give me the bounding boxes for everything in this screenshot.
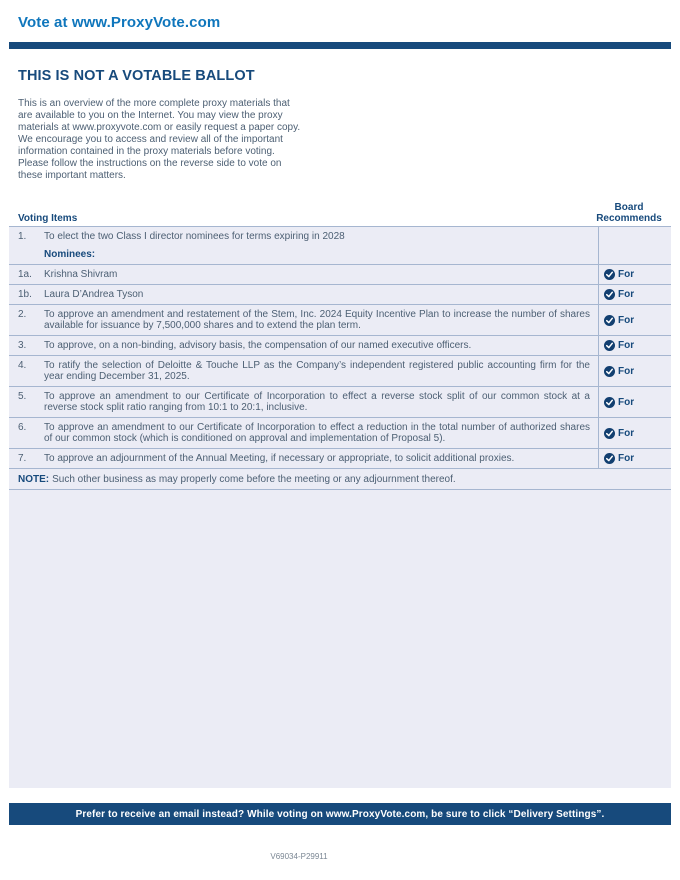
document-code: V69034-P29911 bbox=[270, 852, 328, 861]
item-cell bbox=[9, 356, 598, 386]
item-number: 1b. bbox=[18, 289, 32, 300]
delivery-settings-bar bbox=[9, 803, 671, 825]
table-row bbox=[9, 305, 671, 336]
item-body bbox=[44, 289, 598, 300]
check-icon bbox=[604, 397, 615, 408]
check-icon bbox=[604, 289, 615, 300]
item-number: 5. bbox=[18, 391, 27, 402]
item-text: To approve an amendment to our Certificate of Incorporation to effect a reduction in the total number of authorized shares of our common stock (which is conditioned on approval and implementation of Proposal 5). bbox=[44, 422, 590, 444]
item-number: 7. bbox=[18, 453, 27, 464]
recommendation-label: For bbox=[618, 289, 635, 300]
table-empty-area bbox=[9, 490, 671, 788]
item-number: 1a. bbox=[18, 269, 32, 280]
recommendation-label: For bbox=[618, 453, 635, 464]
recommendation-cell bbox=[598, 285, 671, 304]
note-text: Such other business as may properly come before the meeting or any adjournment thereof. bbox=[52, 473, 456, 485]
recommendation-cell bbox=[598, 387, 671, 417]
note-row bbox=[9, 469, 671, 490]
recommendation-label: For bbox=[618, 269, 635, 280]
recommendation-cell bbox=[598, 336, 671, 355]
table-row bbox=[9, 285, 671, 305]
intro-line: Please follow the instructions on the reverse side to vote on bbox=[18, 158, 282, 169]
item-cell bbox=[9, 418, 598, 448]
recommendation-cell bbox=[598, 449, 671, 468]
intro-line: This is an overview of the more complete proxy materials that bbox=[18, 98, 290, 109]
table-row bbox=[9, 265, 671, 285]
check-icon bbox=[604, 366, 615, 377]
item-text: To approve an adjournment of the Annual Meeting, if necessary or appropriate, to solicit additional proxies. bbox=[44, 453, 515, 464]
check-icon bbox=[604, 453, 615, 464]
item-text: To approve, on a non-binding, advisory basis, the compensation of our named executive officers. bbox=[44, 340, 472, 351]
intro-paragraph bbox=[18, 98, 348, 182]
recommendation-label: For bbox=[618, 365, 635, 377]
item-body bbox=[44, 453, 598, 464]
item-body bbox=[44, 391, 598, 413]
intro-line: information contained in the proxy materials before voting. bbox=[18, 146, 275, 157]
item-text: To ratify the selection of Deloitte & Touche LLP as the Company’s independent registered public accounting firm for the year ending December 31, 2025. bbox=[44, 360, 590, 382]
intro-line: materials at www.proxyvote.com or easily request a paper copy. bbox=[18, 122, 301, 133]
recommendation-label: For bbox=[618, 340, 635, 351]
header-divider-bar bbox=[9, 42, 671, 49]
recommendation-cell bbox=[598, 356, 671, 386]
table-row bbox=[9, 387, 671, 418]
nominees-label: Nominees: bbox=[44, 249, 96, 260]
item-number: 1. bbox=[18, 231, 27, 242]
note-label: NOTE: bbox=[18, 473, 50, 485]
table-row bbox=[9, 418, 671, 449]
item-cell bbox=[9, 387, 598, 417]
recommendation-cell bbox=[598, 418, 671, 448]
item-cell bbox=[9, 305, 598, 335]
item-body bbox=[44, 309, 598, 331]
table-row bbox=[9, 227, 671, 265]
item-cell bbox=[9, 265, 598, 284]
item-cell bbox=[9, 227, 598, 264]
item-text: To approve an amendment and restatement of the Stem, Inc. 2024 Equity Incentive Plan to increase the number of shares available for issuance by 7,500,000 shares and to extend the plan term. bbox=[44, 309, 590, 331]
item-number: 6. bbox=[18, 422, 27, 433]
item-body bbox=[44, 231, 598, 260]
table-column-headers bbox=[9, 202, 671, 224]
table-row bbox=[9, 356, 671, 387]
intro-line: are available to you on the Internet. You may view the proxy bbox=[18, 110, 283, 121]
item-cell bbox=[9, 449, 598, 468]
recommendation-label: For bbox=[618, 427, 635, 439]
item-body bbox=[44, 340, 598, 351]
check-icon bbox=[604, 315, 615, 326]
recommendation-cell bbox=[598, 305, 671, 335]
recommendation-label: For bbox=[618, 396, 635, 408]
not-votable-headline: THIS IS NOT A VOTABLE BALLOT bbox=[18, 68, 255, 84]
intro-line: these important matters. bbox=[18, 170, 126, 181]
item-number: 2. bbox=[18, 309, 27, 320]
check-icon bbox=[604, 269, 615, 280]
table-row bbox=[9, 336, 671, 356]
item-text: Laura D’Andrea Tyson bbox=[44, 289, 144, 300]
vote-header-title: Vote at www.ProxyVote.com bbox=[18, 14, 221, 31]
item-cell bbox=[9, 336, 598, 355]
item-text: To approve an amendment to our Certificate of Incorporation to effect a reverse stock split of our common stock at a reverse stock split ratio ranging from 10:1 to 20:1, inclusive. bbox=[44, 391, 590, 413]
item-cell bbox=[9, 285, 598, 304]
item-number: 3. bbox=[18, 340, 27, 351]
check-icon bbox=[604, 340, 615, 351]
item-body bbox=[44, 269, 598, 280]
item-text: To elect the two Class I director nominees for terms expiring in 2028 bbox=[44, 231, 345, 242]
recommendation-label: For bbox=[618, 314, 635, 326]
item-number: 4. bbox=[18, 360, 27, 371]
recommendation-cell bbox=[598, 265, 671, 284]
recommendation-cell bbox=[598, 227, 671, 264]
item-body bbox=[44, 360, 598, 382]
delivery-settings-text: Prefer to receive an email instead? While voting on www.ProxyVote.com, be sure to click “Delivery Settings”. bbox=[75, 808, 605, 820]
board-recommends-header: Board Recommends bbox=[596, 202, 662, 224]
intro-line: We encourage you to access and review all of the important bbox=[18, 134, 283, 145]
voting-items-header: Voting Items bbox=[18, 213, 78, 224]
item-text: Krishna Shivram bbox=[44, 269, 118, 280]
voting-items-table bbox=[9, 226, 671, 788]
item-body bbox=[44, 422, 598, 444]
check-icon bbox=[604, 428, 615, 439]
table-row bbox=[9, 449, 671, 469]
